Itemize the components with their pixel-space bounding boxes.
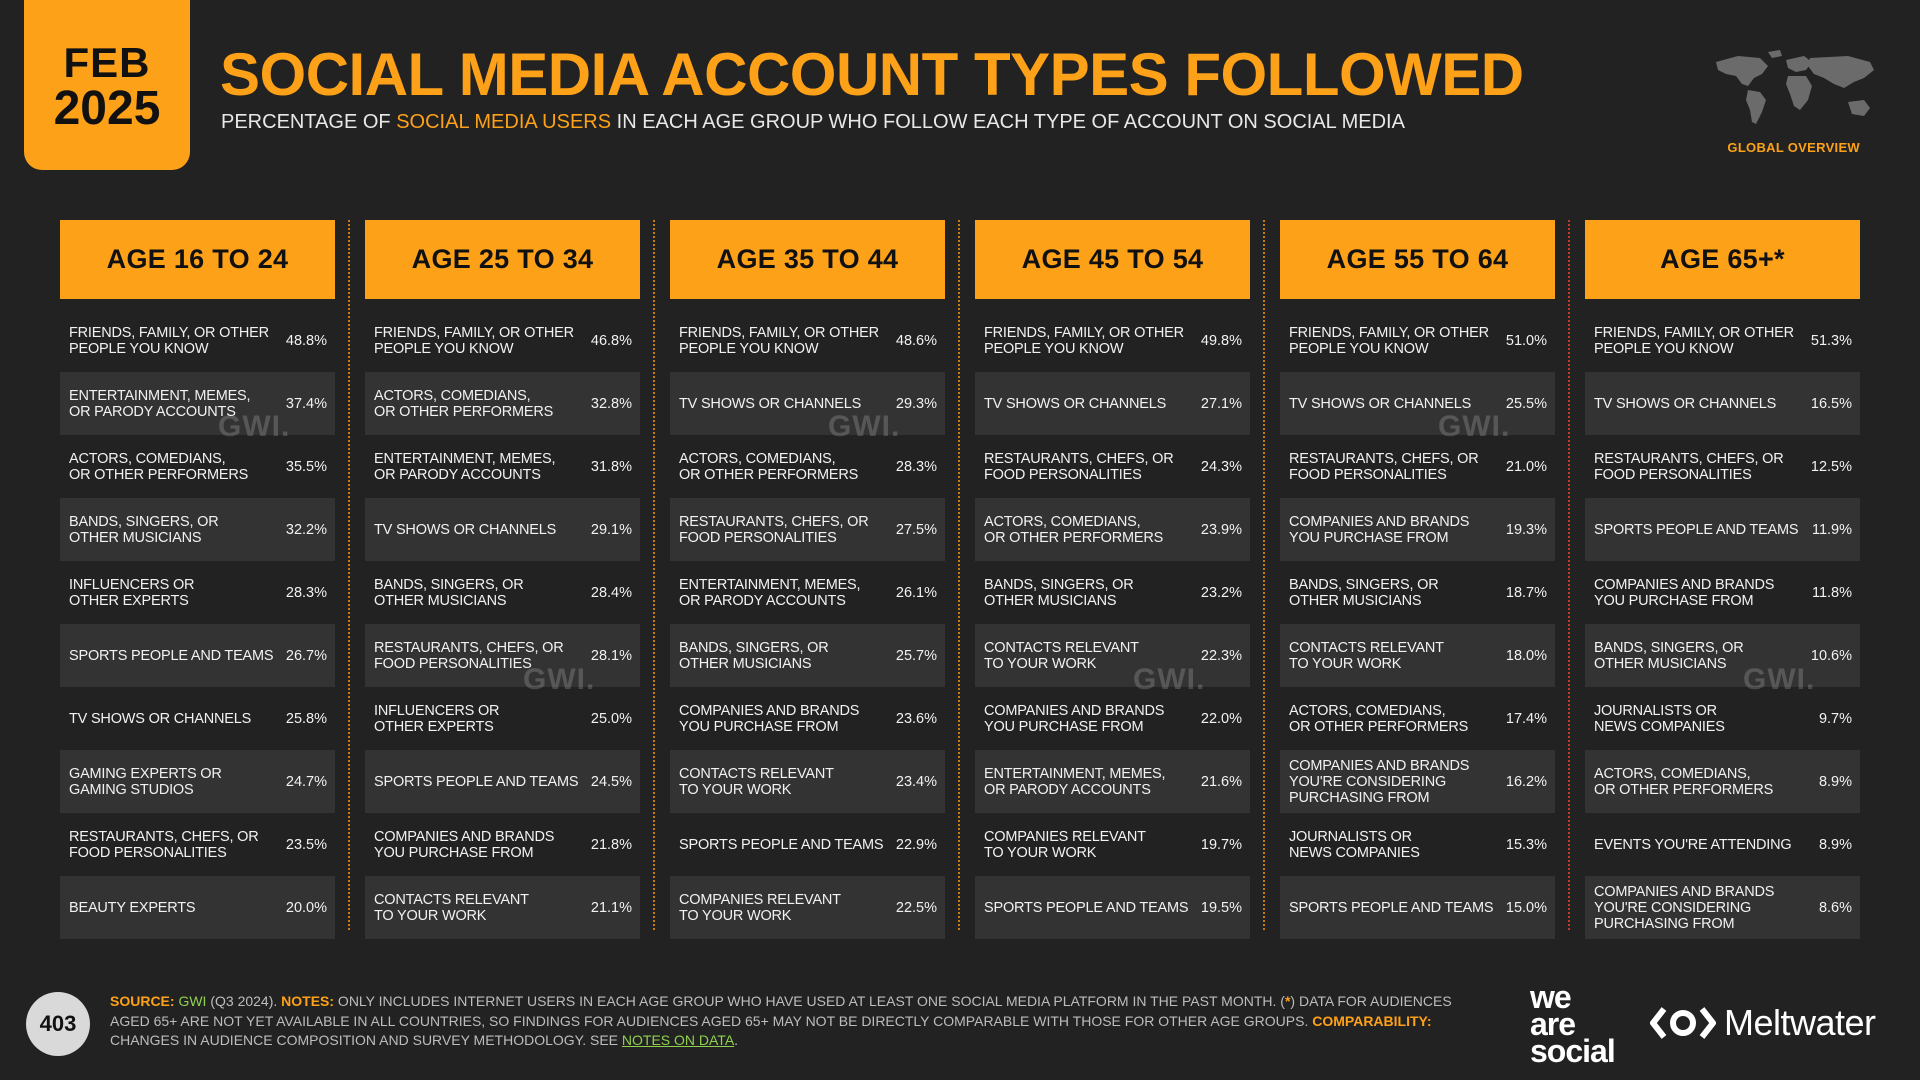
percentage-value: 28.3% <box>895 458 937 475</box>
table-row <box>1585 624 1860 687</box>
account-type-label: ENTERTAINMENT, MEMES, OR PARODY ACCOUNTS <box>374 450 556 483</box>
column-heading: AGE 55 TO 64 <box>1280 220 1555 299</box>
column-heading: AGE 16 TO 24 <box>60 220 335 299</box>
percentage-value: 15.0% <box>1505 899 1547 916</box>
percentage-value: 27.1% <box>1200 395 1242 412</box>
account-type-label: CONTACTS RELEVANT TO YOUR WORK <box>984 639 1139 672</box>
percentage-value: 37.4% <box>285 395 327 412</box>
table-row <box>365 561 640 624</box>
table-row <box>1280 561 1555 624</box>
account-type-label: SPORTS PEOPLE AND TEAMS <box>1289 899 1494 916</box>
table-row <box>1585 876 1860 939</box>
percentage-value: 32.2% <box>285 521 327 538</box>
column-heading: AGE 25 TO 34 <box>365 220 640 299</box>
page-subtitle: PERCENTAGE OF SOCIAL MEDIA USERS IN EACH AGE GROUP WHO FOLLOW EACH TYPE OF ACCOUNT ON SOCIAL MEDIA <box>221 111 1405 133</box>
account-type-label: JOURNALISTS OR NEWS COMPANIES <box>1594 702 1725 735</box>
table-row <box>975 813 1250 876</box>
account-type-label: RESTAURANTS, CHEFS, OR FOOD PERSONALITIES <box>679 513 869 546</box>
percentage-value: 27.5% <box>895 521 937 538</box>
percentage-value: 35.5% <box>285 458 327 475</box>
account-type-label: ACTORS, COMEDIANS, OR OTHER PERFORMERS <box>679 450 859 483</box>
account-type-label: ACTORS, COMEDIANS, OR OTHER PERFORMERS <box>1289 702 1469 735</box>
percentage-value: 32.8% <box>590 395 632 412</box>
percentage-value: 23.9% <box>1200 521 1242 538</box>
table-row <box>975 372 1250 435</box>
account-type-label: COMPANIES AND BRANDS YOU PURCHASE FROM <box>374 828 555 861</box>
percentage-value: 28.4% <box>590 584 632 601</box>
table-row <box>975 435 1250 498</box>
account-type-label: COMPANIES AND BRANDS YOU PURCHASE FROM <box>1594 576 1775 609</box>
table-row <box>1585 309 1860 372</box>
account-type-label: COMPANIES RELEVANT TO YOUR WORK <box>679 891 841 924</box>
table-row <box>60 687 335 750</box>
account-type-label: FRIENDS, FAMILY, OR OTHER PEOPLE YOU KNOW <box>679 324 879 357</box>
page-title: SOCIAL MEDIA ACCOUNT TYPES FOLLOWED <box>220 41 1524 108</box>
table-row <box>1280 372 1555 435</box>
percentage-value: 23.2% <box>1200 584 1242 601</box>
percentage-value: 21.1% <box>590 899 632 916</box>
percentage-value: 19.5% <box>1200 899 1242 916</box>
percentage-value: 51.3% <box>1810 332 1852 349</box>
account-type-label: CONTACTS RELEVANT TO YOUR WORK <box>374 891 529 924</box>
date-month: FEB <box>63 39 151 87</box>
table-row <box>365 624 640 687</box>
table-row <box>670 309 945 372</box>
column-heading: AGE 35 TO 44 <box>670 220 945 299</box>
table-row <box>1280 498 1555 561</box>
table-row <box>1280 624 1555 687</box>
source-notes: SOURCE: GWI (Q3 2024). NOTES: ONLY INCLUDES INTERNET USERS IN EACH AGE GROUP WHO HAVE USED AT LEAST ONE SOCIAL MEDIA PLATFORM IN THE PAST MONTH. (*) DATA FOR AUDIENCES AGED 65+ ARE NOT YET AVAILABLE IN ALL COUNTRIES, SO FINDINGS FOR AUDIENCES AGED 65+ MAY NOT BE DIRECTLY COMPARABLE WITH THOSE FOR OTHER AGE GROUPS. COMPARABILITY: CHANGES IN AUDIENCE COMPOSITION AND SURVEY METHODOLOGY. SEE NOTES ON DATA. <box>110 993 1452 1048</box>
account-type-label: ENTERTAINMENT, MEMES, OR PARODY ACCOUNTS <box>69 387 251 420</box>
percentage-value: 48.6% <box>895 332 937 349</box>
account-type-label: BANDS, SINGERS, OR OTHER MUSICIANS <box>1594 639 1744 672</box>
account-type-label: TV SHOWS OR CHANNELS <box>1289 395 1472 412</box>
percentage-value: 12.5% <box>1810 458 1852 475</box>
percentage-value: 16.2% <box>1505 773 1547 790</box>
account-type-label: RESTAURANTS, CHEFS, OR FOOD PERSONALITIES <box>69 828 259 861</box>
age-column-45-54 <box>975 220 1250 939</box>
percentage-value: 20.0% <box>285 899 327 916</box>
table-row <box>975 309 1250 372</box>
table-row <box>60 750 335 813</box>
percentage-value: 23.5% <box>285 836 327 853</box>
account-type-label: TV SHOWS OR CHANNELS <box>679 395 862 412</box>
age-column-16-24 <box>60 220 335 939</box>
percentage-value: 17.4% <box>1505 710 1547 727</box>
account-type-label: FRIENDS, FAMILY, OR OTHER PEOPLE YOU KNOW <box>69 324 269 357</box>
account-type-label: TV SHOWS OR CHANNELS <box>1594 395 1777 412</box>
table-row <box>670 372 945 435</box>
table-row <box>1585 372 1860 435</box>
account-type-label: FRIENDS, FAMILY, OR OTHER PEOPLE YOU KNOW <box>1594 324 1794 357</box>
column-divider <box>1263 220 1265 930</box>
age-column-55-64 <box>1280 220 1555 939</box>
percentage-value: 15.3% <box>1505 836 1547 853</box>
percentage-value: 26.1% <box>895 584 937 601</box>
percentage-value: 28.1% <box>590 647 632 664</box>
table-row <box>670 435 945 498</box>
account-type-label: INFLUENCERS OR OTHER EXPERTS <box>374 702 500 735</box>
percentage-value: 31.8% <box>590 458 632 475</box>
table-row <box>1280 435 1555 498</box>
table-row <box>365 309 640 372</box>
percentage-value: 23.6% <box>895 710 937 727</box>
gwi-watermark: GWI. <box>218 410 291 443</box>
account-type-label: TV SHOWS OR CHANNELS <box>69 710 252 727</box>
table-row <box>670 687 945 750</box>
percentage-value: 16.5% <box>1810 395 1852 412</box>
account-type-label: BANDS, SINGERS, OR OTHER MUSICIANS <box>984 576 1134 609</box>
percentage-value: 21.6% <box>1200 773 1242 790</box>
percentage-value: 48.8% <box>285 332 327 349</box>
account-type-label: SPORTS PEOPLE AND TEAMS <box>1594 521 1799 538</box>
table-row <box>670 624 945 687</box>
account-type-label: CONTACTS RELEVANT TO YOUR WORK <box>1289 639 1444 672</box>
table-row <box>1585 813 1860 876</box>
account-type-label: SPORTS PEOPLE AND TEAMS <box>374 773 579 790</box>
account-type-label: COMPANIES AND BRANDS YOU PURCHASE FROM <box>1289 513 1470 546</box>
gwi-watermark: GWI. <box>523 663 596 696</box>
percentage-value: 22.0% <box>1200 710 1242 727</box>
world-map-icon <box>1708 48 1880 132</box>
percentage-value: 11.8% <box>1811 584 1852 601</box>
account-type-label: ACTORS, COMEDIANS, OR OTHER PERFORMERS <box>69 450 249 483</box>
account-type-label: EVENTS YOU'RE ATTENDING <box>1594 836 1792 853</box>
account-type-label: TV SHOWS OR CHANNELS <box>374 521 557 538</box>
percentage-value: 18.0% <box>1505 647 1547 664</box>
column-heading: AGE 65+* <box>1585 220 1860 299</box>
account-type-label: FRIENDS, FAMILY, OR OTHER PEOPLE YOU KNOW <box>374 324 574 357</box>
percentage-value: 19.7% <box>1200 836 1242 853</box>
column-divider <box>958 220 960 930</box>
account-type-label: TV SHOWS OR CHANNELS <box>984 395 1167 412</box>
account-type-label: ACTORS, COMEDIANS, OR OTHER PERFORMERS <box>1594 765 1774 798</box>
percentage-value: 9.7% <box>1818 710 1852 727</box>
account-type-label: BANDS, SINGERS, OR OTHER MUSICIANS <box>374 576 524 609</box>
table-row <box>975 876 1250 939</box>
percentage-value: 46.8% <box>590 332 632 349</box>
account-type-label: COMPANIES AND BRANDS YOU PURCHASE FROM <box>679 702 860 735</box>
table-row <box>670 750 945 813</box>
percentage-value: 10.6% <box>1810 647 1852 664</box>
percentage-value: 51.0% <box>1505 332 1547 349</box>
table-row <box>1585 435 1860 498</box>
table-row <box>60 435 335 498</box>
table-row <box>1585 561 1860 624</box>
column-divider <box>348 220 350 930</box>
table-row <box>365 813 640 876</box>
percentage-value: 22.9% <box>895 836 937 853</box>
date-year: 2025 <box>53 81 161 135</box>
account-type-label: GAMING EXPERTS OR GAMING STUDIOS <box>69 765 222 798</box>
meltwater-logo: Meltwater <box>1650 1002 1876 1044</box>
percentage-value: 22.5% <box>895 899 937 916</box>
table-row <box>975 750 1250 813</box>
percentage-value: 22.3% <box>1200 647 1242 664</box>
account-type-label: ENTERTAINMENT, MEMES, OR PARODY ACCOUNTS <box>984 765 1166 798</box>
account-type-label: SPORTS PEOPLE AND TEAMS <box>984 899 1189 916</box>
table-row <box>365 435 640 498</box>
gwi-watermark: GWI. <box>828 410 901 443</box>
table-row <box>365 687 640 750</box>
page-number: 403 <box>26 992 90 1056</box>
account-type-label: FRIENDS, FAMILY, OR OTHER PEOPLE YOU KNOW <box>1289 324 1489 357</box>
table-row <box>670 813 945 876</box>
table-row <box>975 687 1250 750</box>
account-type-label: BANDS, SINGERS, OR OTHER MUSICIANS <box>1289 576 1439 609</box>
table-row <box>1585 498 1860 561</box>
account-type-label: COMPANIES AND BRANDS YOU'RE CONSIDERING PURCHASING FROM <box>1289 757 1470 806</box>
account-type-label: FRIENDS, FAMILY, OR OTHER PEOPLE YOU KNOW <box>984 324 1184 357</box>
account-type-label: BEAUTY EXPERTS <box>69 899 196 916</box>
table-row <box>365 750 640 813</box>
percentage-value: 23.4% <box>895 773 937 790</box>
percentage-value: 26.7% <box>285 647 327 664</box>
account-type-label: BANDS, SINGERS, OR OTHER MUSICIANS <box>69 513 219 546</box>
percentage-value: 25.8% <box>285 710 327 727</box>
table-row <box>60 624 335 687</box>
table-row <box>1585 750 1860 813</box>
account-type-label: ACTORS, COMEDIANS, OR OTHER PERFORMERS <box>984 513 1164 546</box>
table-row <box>1280 750 1555 813</box>
percentage-value: 24.3% <box>1200 458 1242 475</box>
table-row <box>60 309 335 372</box>
account-type-label: BANDS, SINGERS, OR OTHER MUSICIANS <box>679 639 829 672</box>
table-row <box>975 498 1250 561</box>
table-row <box>60 876 335 939</box>
table-row <box>975 624 1250 687</box>
age-column-25-34 <box>365 220 640 939</box>
percentage-value: 29.3% <box>895 395 937 412</box>
table-row <box>975 561 1250 624</box>
account-type-label: COMPANIES AND BRANDS YOU PURCHASE FROM <box>984 702 1165 735</box>
table-row <box>60 498 335 561</box>
table-row <box>1280 309 1555 372</box>
percentage-value: 8.9% <box>1818 773 1852 790</box>
date-badge <box>24 0 190 170</box>
table-row <box>365 876 640 939</box>
table-row <box>1280 813 1555 876</box>
percentage-value: 25.5% <box>1505 395 1547 412</box>
account-type-label: RESTAURANTS, CHEFS, OR FOOD PERSONALITIES <box>984 450 1174 483</box>
percentage-value: 8.6% <box>1818 899 1852 916</box>
account-type-label: COMPANIES RELEVANT TO YOUR WORK <box>984 828 1146 861</box>
account-type-label: RESTAURANTS, CHEFS, OR FOOD PERSONALITIES <box>1594 450 1784 483</box>
percentage-value: 29.1% <box>590 521 632 538</box>
column-divider <box>653 220 655 930</box>
table-row <box>365 498 640 561</box>
percentage-value: 25.0% <box>590 710 632 727</box>
percentage-value: 24.7% <box>285 773 327 790</box>
age-column-35-44 <box>670 220 945 939</box>
percentage-value: 25.7% <box>895 647 937 664</box>
table-row <box>60 372 335 435</box>
table-row <box>1585 687 1860 750</box>
percentage-value: 11.9% <box>1811 521 1852 538</box>
percentage-value: 21.8% <box>590 836 632 853</box>
table-row <box>60 561 335 624</box>
age-column-65-plus <box>1585 220 1860 939</box>
percentage-value: 19.3% <box>1505 521 1547 538</box>
account-type-label: ACTORS, COMEDIANS, OR OTHER PERFORMERS <box>374 387 554 420</box>
column-heading: AGE 45 TO 54 <box>975 220 1250 299</box>
gwi-watermark: GWI. <box>1743 663 1816 696</box>
table-row <box>670 498 945 561</box>
meltwater-mark-icon <box>1650 1006 1716 1040</box>
account-type-label: RESTAURANTS, CHEFS, OR FOOD PERSONALITIES <box>374 639 564 672</box>
account-type-label: INFLUENCERS OR OTHER EXPERTS <box>69 576 195 609</box>
gwi-watermark: GWI. <box>1133 663 1206 696</box>
account-type-label: SPORTS PEOPLE AND TEAMS <box>679 836 884 853</box>
percentage-value: 28.3% <box>285 584 327 601</box>
account-type-label: JOURNALISTS OR NEWS COMPANIES <box>1289 828 1420 861</box>
column-divider-65plus <box>1568 220 1570 930</box>
account-type-label: CONTACTS RELEVANT TO YOUR WORK <box>679 765 834 798</box>
table-row <box>670 561 945 624</box>
we-are-social-logo: we are social <box>1530 979 1615 1069</box>
table-row <box>670 876 945 939</box>
age-group-table <box>0 220 1920 930</box>
account-type-label: ENTERTAINMENT, MEMES, OR PARODY ACCOUNTS <box>679 576 861 609</box>
notes-on-data-link[interactable]: NOTES ON DATA <box>621 1032 735 1048</box>
account-type-label: SPORTS PEOPLE AND TEAMS <box>69 647 274 664</box>
region-label: GLOBAL OVERVIEW <box>1727 140 1860 155</box>
table-row <box>365 372 640 435</box>
percentage-value: 24.5% <box>590 773 632 790</box>
percentage-value: 18.7% <box>1505 584 1547 601</box>
account-type-label: COMPANIES AND BRANDS YOU'RE CONSIDERING PURCHASING FROM <box>1594 883 1775 932</box>
percentage-value: 8.9% <box>1818 836 1852 853</box>
account-type-label: RESTAURANTS, CHEFS, OR FOOD PERSONALITIES <box>1289 450 1479 483</box>
percentage-value: 49.8% <box>1200 332 1242 349</box>
gwi-watermark: GWI. <box>1438 410 1511 443</box>
table-row <box>60 813 335 876</box>
table-row <box>1280 876 1555 939</box>
table-row <box>1280 687 1555 750</box>
percentage-value: 21.0% <box>1505 458 1547 475</box>
